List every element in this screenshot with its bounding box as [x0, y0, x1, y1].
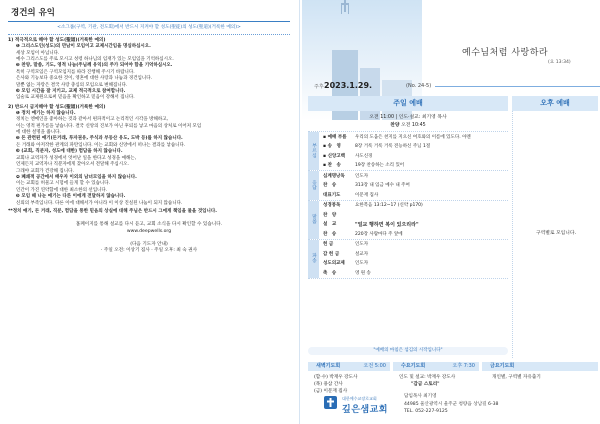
order-item-label: ▪ 신앙고백	[323, 153, 346, 159]
list-item: 정치는 엔메인을 좋아하는 것과 같아서 편파적이고 논리적인 시각을 방해하고,	[16, 117, 168, 123]
fri-line: 개인별, 구역별 자유출기	[492, 375, 541, 380]
list-item: 이는 영적 편가름을 낳습니다. 결국 신앙의 진보가 아닌 후퇴를 낳고 마음의 상처로 이어져 모임	[16, 123, 202, 129]
list-item: 돈 거래와 아저작한 관계의 파탄입니다. 이는 교회와 신앙에서 떠나는 결과를 낳습니다.	[16, 142, 186, 148]
order-item-value: 요한복음 13:12~17 (신약 p170)	[355, 203, 423, 209]
order-group-label: 파송	[308, 240, 319, 278]
order-group	[308, 200, 508, 239]
list-item: 은사와 기능보다 중요한 것이, 영혼에 대한 사랑과 나눔과 경건입니다.	[16, 76, 153, 82]
prayer-guide-title: (다음 기도자 안내)	[130, 241, 168, 247]
order-item-label: 성도의교제	[323, 261, 345, 267]
order-item-value: 8장 거룩 거룩 거룩 전능하신 주님 1절	[355, 144, 431, 150]
order-row	[319, 151, 508, 161]
order-item-value: 인도자	[355, 261, 369, 267]
praise-time	[308, 122, 508, 129]
order-row	[319, 249, 508, 259]
order-group	[308, 239, 508, 279]
issue-number: (No. 24-5)	[406, 83, 432, 89]
title-rule	[8, 21, 290, 22]
order-row	[319, 220, 508, 230]
list-item: 신뢰의 부족입니다. 다른 이에 대해서가 아니라 이 이상 진실된 나눔이 되지 않습니다.	[16, 200, 183, 206]
order-item-value: "얼교 행하면 복이 있으리라"	[355, 221, 419, 228]
section2-title: 2) 반드시 금지해야 할 성도(聖道)(거룩한 예의)	[8, 104, 106, 110]
right-page	[302, 0, 600, 424]
order-row	[319, 132, 508, 142]
section1-list	[8, 44, 290, 102]
order-item-label: 찬 송	[323, 231, 337, 237]
church-info	[404, 393, 498, 416]
order-item-label: 십계명낭독	[323, 173, 345, 179]
denomination: 대한예수교장로교회	[342, 396, 377, 401]
church-name: 깊은샘교회	[342, 405, 388, 415]
list-item: 에 대한 설명을 줍니다.	[16, 130, 61, 136]
praise-time-value: 오전 10:45	[401, 123, 426, 128]
list-item: ❶ 그리스도인(성도)의 만남이 모임이고 교제시간임을 명심하십시오.	[16, 44, 151, 50]
wed-prayer-header	[393, 362, 479, 371]
list-item: ❺ 모임 때 나눈 얘기는 다른 이에게 전달하지 않습니다.	[16, 194, 126, 200]
dawn-prayer-name: 새벽기도회	[316, 363, 341, 369]
list-item: ❷ 돈 관련된 얘기(돈거래, 투자권유, 주식과 부동산 유도, 도박 등)를 하지 않습니다.	[16, 136, 183, 142]
order-item-label: ▪ 찬 송	[323, 163, 341, 169]
order-item-value: 이문재 집사	[355, 192, 379, 198]
dotted-divider	[8, 34, 290, 35]
order-item-value: 19장 찬송하는 소리 있어	[355, 163, 405, 169]
order-item-label: 찬 송	[323, 183, 337, 189]
wed-prayer-body	[399, 374, 455, 388]
list-item: ❶ 정치 얘기는 하지 않습니다.	[16, 110, 76, 116]
order-row	[319, 201, 508, 211]
pm-worship-header: 오후 예배	[512, 96, 598, 111]
list-item: 언제든지 교역자나 직분자에게 찾아오셔 전달해 주십시오.	[16, 162, 129, 168]
order-item-value: 인도자	[355, 173, 369, 179]
bulletin-date: 2023.1.29.	[324, 81, 373, 90]
pm-worship-body	[512, 111, 598, 358]
list-item: 그래야 교회가 건강해 집니다.	[16, 168, 74, 174]
telephone: TEL. 052-227-9125	[404, 409, 448, 414]
dawn-line: (금) 이문재 집사	[314, 389, 348, 394]
order-item-label: 찬 양	[323, 212, 337, 218]
list-item: ❹ 폐쇄적 공간에서 배우자 이외의 남녀모임을 하지 않습니다.	[16, 174, 137, 180]
order-item-value: 313장 내 임금 예수 내 주여	[355, 183, 410, 189]
wed-prayer-name: 수요기도회	[401, 363, 426, 369]
prayer-guide-names: · 주일 오전: 이상기 집사 · 주일 오후: 최 숙 권사	[100, 247, 198, 253]
wed-line: 인도 및 설교: 박재우 강도사	[399, 375, 456, 380]
list-item: 인간이 가진 연약함에 대한 최소한의 선입니다.	[16, 187, 108, 193]
dawn-prayer-time: 오전 5:00	[363, 363, 386, 369]
pastor: 담임목사 최기영	[404, 394, 437, 399]
page-title: 경건의 유익	[11, 8, 56, 18]
main-worship-header: 주일 예배	[308, 96, 508, 111]
order-item-label: ▪ 예배 부름	[323, 134, 347, 140]
dawn-line: (합·수) 박재우 강도사	[314, 375, 358, 380]
list-item: 세상 모임이 아닙니다.	[16, 50, 60, 56]
order-row	[319, 240, 508, 250]
fold-divider	[299, 0, 300, 424]
list-item: 특히 구역모임은 구역모임지를 따라 진행해 주시기 바랍니다.	[16, 69, 135, 75]
order-item-label: 대표기도	[323, 192, 341, 198]
order-group	[308, 131, 508, 170]
order-item-value: 인도자	[355, 242, 369, 248]
order-item-value: 영 원 송	[355, 270, 371, 276]
dawn-prayer-header	[308, 362, 390, 371]
main-worship-time: 오전 11:00 | 인도·설교: 최기영 목사	[369, 115, 447, 120]
date-label: 주후	[314, 84, 324, 90]
order-row	[319, 259, 508, 269]
order-item-value: 설교자	[355, 251, 369, 257]
order-group-label: 말씀	[308, 201, 319, 239]
order-item-label: 성경봉독	[323, 203, 341, 209]
pm-worship-text: 구역별로 모입니다.	[535, 231, 577, 236]
address: 44985 울산광역시 울주군 청량읍 상남길 6-38	[404, 401, 499, 407]
dawn-line: (목) 용삼 간사	[314, 382, 343, 387]
homepage-url[interactable]: www.deepwells.org	[126, 228, 172, 234]
motto: 예수님처럼 사랑하라	[462, 48, 549, 58]
list-item: ❸ 모임 시간을 잘 지키고, 교제 적극적으로 참여합니다.	[16, 88, 126, 94]
praise-label: 찬양	[390, 123, 400, 128]
order-item-label: 감 헌 금	[323, 251, 340, 257]
order-group-label: 부르심	[308, 132, 319, 170]
list-item: ❸ (교회, 직분자, 성도에 대한) 험담을 하지 않습니다.	[16, 149, 123, 155]
order-row	[319, 268, 508, 278]
dawn-prayer-body	[314, 374, 357, 395]
order-item-value: 우리의 도움은 천지를 지으신 여호와의 이름에 있도다. 아멘	[355, 134, 471, 140]
wed-line: "감금 스토리"	[411, 382, 440, 387]
church-logo-icon	[324, 396, 337, 409]
fri-prayer-header	[482, 362, 598, 371]
order-row	[319, 190, 508, 200]
order-row	[319, 210, 508, 220]
wed-prayer-time: 오후 7:30	[452, 363, 475, 369]
order-group-label: 응답	[308, 171, 319, 200]
list-item: 교회나 교역자가 성경에서 엇어난 일을 한다고 성경을 얘해는,	[16, 155, 137, 161]
order-row	[319, 161, 508, 171]
left-page	[0, 0, 298, 424]
order-group	[308, 170, 508, 200]
order-row	[319, 181, 508, 191]
order-item-label: 축 송	[323, 270, 337, 276]
section2-list	[8, 111, 290, 207]
list-item: 말뿐 없는 자랑은 결국 사랑 충심의 모임으로 변해집니다.	[16, 82, 128, 88]
order-item-label: 헌 금	[323, 242, 334, 248]
order-item-label: 설 교	[323, 222, 337, 228]
homepage-note: 홈페이지를 통해 설교를 다시 듣고, 교회 소식을 다시 확인할 수 있습니다.	[75, 222, 223, 228]
list-item: 이는 교회를 허물고 시험에 들게 할 수 있습니다.	[16, 181, 111, 187]
date-rule	[435, 86, 600, 87]
order-item-value: 사도신경	[355, 153, 373, 159]
list-item: 예수 그리스도를 주로 모시고 성령 하나님의 임재가 있는 모임임을 기억하십시오.	[16, 56, 174, 62]
motto-reference: (요 13:34)	[548, 60, 571, 65]
worship-order	[308, 131, 508, 279]
list-item: 입술로 교제원으로써 믿음을 확인하고 믿음이 강해서 집니다.	[16, 95, 135, 101]
order-item-value: 220장 사람마다 주 앞에	[355, 231, 403, 237]
list-item: ❷ 찬양, 말씀, 기도, 영적 나눔(주님께 유익)의 주가 되어야 함을 기억하십시오.	[16, 63, 173, 69]
fri-prayer-name: 금요기도회	[490, 363, 515, 369]
order-row	[319, 229, 508, 239]
order-item-label: ▪ 송 영	[323, 144, 341, 150]
section1-title: 1) 적극적으로 해야 할 성도(聖道)(거룩한 예의)	[8, 38, 106, 43]
notice-heading: <소그룹(구역, 기관, 전도회)에서 반드시 지켜야 할 성도(聖徒)의 성도(聖道)(거룩한 예의)>	[57, 25, 241, 30]
order-row	[319, 171, 508, 181]
footer-block	[8, 222, 290, 254]
order-row	[319, 142, 508, 152]
closing-note: "예배의 마침은 섬김의 시작입니다"	[308, 347, 508, 355]
fri-prayer-body	[492, 374, 541, 381]
closing-warning: **정치 얘기, 돈 거래, 직분, 험담을 통한 믿음의 상실에 대해 주님은 반드시 그에게 책임을 물을 것입니다.	[8, 208, 217, 214]
